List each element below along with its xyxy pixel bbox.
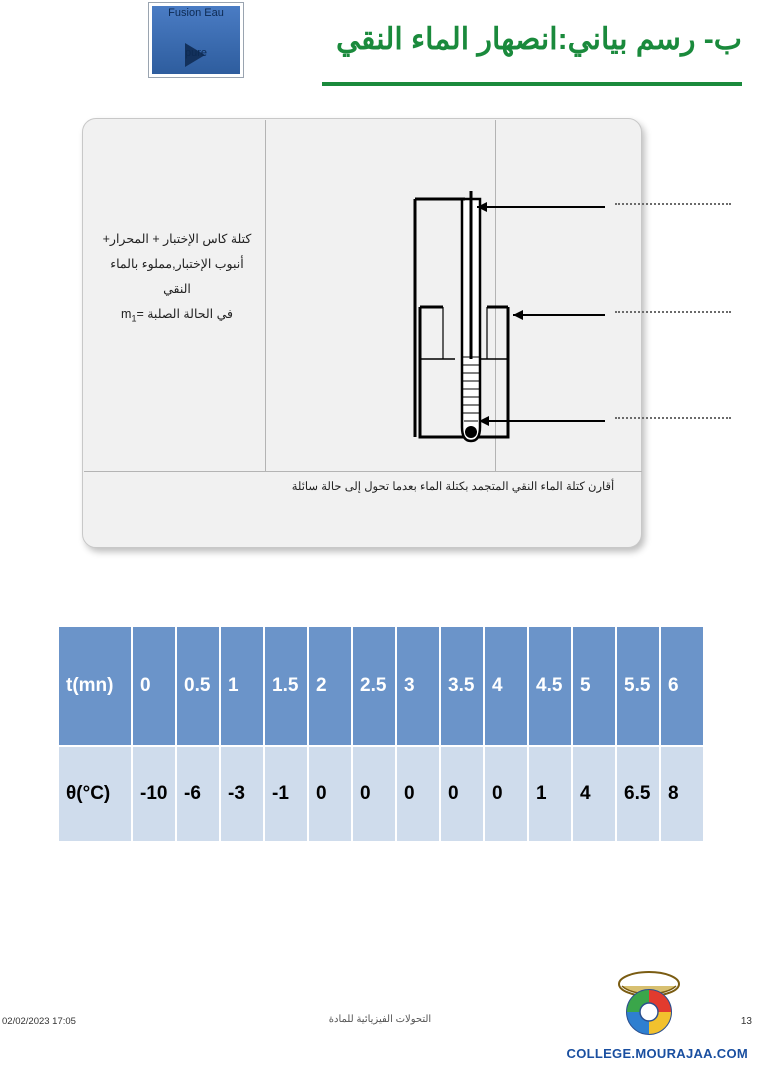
website-url[interactable]: COLLEGE.MOURAJAA.COM xyxy=(566,1046,748,1061)
table-cell-time-5: 2.5 xyxy=(352,626,396,746)
table-cell-temp-12: 8 xyxy=(660,746,704,842)
table-cell-temp-5: 0 xyxy=(352,746,396,842)
apparatus-svg xyxy=(265,119,643,471)
table-cell-time-10: 5 xyxy=(572,626,616,746)
title-underline xyxy=(322,82,742,86)
table-cell-time-11: 5.5 xyxy=(616,626,660,746)
table-row-time xyxy=(58,626,704,746)
apparatus-diagram xyxy=(265,119,643,471)
annotation-line-1 xyxy=(615,203,731,205)
table-cell-temp-3: -1 xyxy=(264,746,308,842)
experiment-caption-line3: في الحالة الصلبة $=m_1$ xyxy=(121,307,233,324)
table-cell-temp-4: 0 xyxy=(308,746,352,842)
page-number: 13 xyxy=(740,1016,752,1027)
table-cell-time-6: 3 xyxy=(396,626,440,746)
video-title-line1: Fusion Eau xyxy=(168,7,224,19)
table-cell-temp-2: -3 xyxy=(220,746,264,842)
mass-subscript: 1 xyxy=(131,313,137,324)
experiment-caption-line1: كتلة كاس الإختبار + المحرار+ xyxy=(102,232,252,246)
table-cell-temp-11: 6.5 xyxy=(616,746,660,842)
table-cell-time-4: 2 xyxy=(308,626,352,746)
video-title-line2: pure xyxy=(184,47,208,59)
table-header-time: t(mn) xyxy=(58,626,132,746)
measurements-table xyxy=(57,625,705,843)
figure-bottom-caption: أقارن كتلة الماء النقي المتجمد بكتلة الماء بعدما تحول إلى حالة سائلة xyxy=(291,481,615,493)
footer-date: 02/02/2023 17:05 xyxy=(2,1016,76,1027)
panel-divider-3 xyxy=(84,471,642,472)
page-title: ب- رسم بياني:انصهار الماء النقي xyxy=(336,23,742,56)
table-cell-temp-7: 0 xyxy=(440,746,484,842)
table-header-temperature: θ(°C) xyxy=(58,746,132,842)
table-row-temperature xyxy=(58,746,704,842)
table-cell-temp-10: 4 xyxy=(572,746,616,842)
table-cell-time-7: 3.5 xyxy=(440,626,484,746)
video-thumbnail[interactable] xyxy=(148,2,244,78)
table-cell-time-9: 4.5 xyxy=(528,626,572,746)
table-cell-temp-1: -6 xyxy=(176,746,220,842)
table-cell-temp-9: 1 xyxy=(528,746,572,842)
table-cell-time-12: 6 xyxy=(660,626,704,746)
experiment-caption-line2: أنبوب الإختبار,مملوء بالماء النقي xyxy=(110,257,244,296)
table-cell-temp-8: 0 xyxy=(484,746,528,842)
experiment-caption xyxy=(95,227,259,332)
table-cell-time-1: 0.5 xyxy=(176,626,220,746)
table-cell-temp-6: 0 xyxy=(396,746,440,842)
annotation-line-3 xyxy=(615,417,731,419)
figure-panel xyxy=(82,118,642,548)
table-cell-temp-0: -10 xyxy=(132,746,176,842)
table-cell-time-0: 0 xyxy=(132,626,176,746)
school-logo-icon xyxy=(610,968,688,1040)
table-cell-time-3: 1.5 xyxy=(264,626,308,746)
footer-subject: التحولات الفيزيائية للمادة xyxy=(328,1014,432,1025)
annotation-line-2 xyxy=(615,311,731,313)
table-cell-time-2: 1 xyxy=(220,626,264,746)
table-cell-time-8: 4 xyxy=(484,626,528,746)
